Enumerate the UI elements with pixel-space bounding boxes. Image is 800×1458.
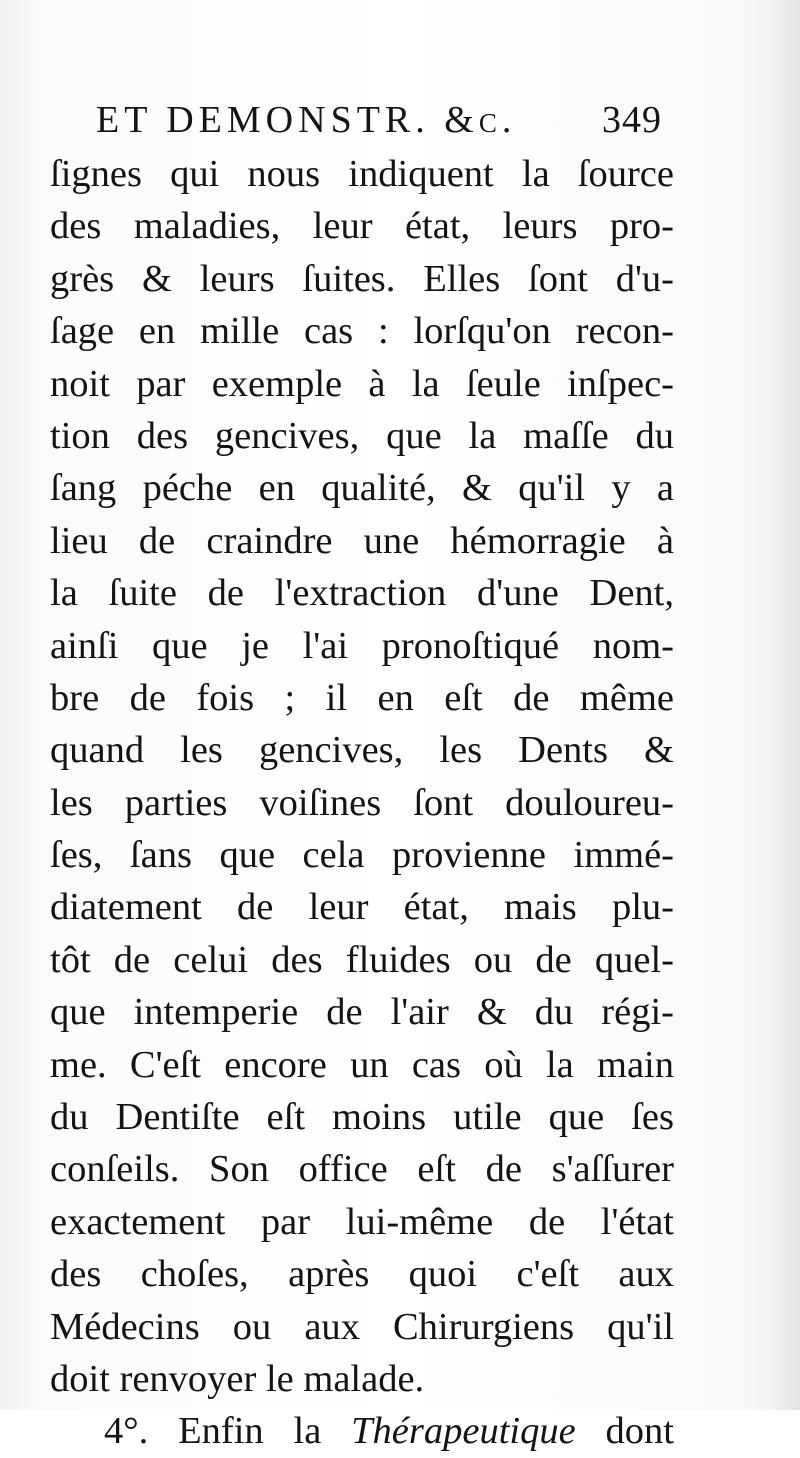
text-line: conſeils. Son office eſt de s'aſſurer <box>50 1148 674 1191</box>
text-line: ſignes qui nous indiquent la ſource <box>50 153 674 195</box>
text-line: lieu de craindre une hémorragie à <box>50 519 674 562</box>
text-line: quand les gencives, les Dents & <box>50 729 674 772</box>
text-line: des choſes, après quoi c'eſt aux <box>50 1253 674 1296</box>
text-line: tion des gencives, que la maſſe du <box>50 414 674 457</box>
text-line: Médecins ou aux Chirurgiens qu'il <box>50 1305 674 1348</box>
page-edge-shadow <box>770 0 800 1410</box>
text-line: du Dentiſte eſt moins utile que ſes <box>50 1096 674 1139</box>
line-end-word: dont <box>575 1410 674 1453</box>
paragraph-number: 4°. Enfin la <box>104 1410 352 1453</box>
body-text <box>50 148 674 1458</box>
text-line: tôt de celui des fluides ou de quel- <box>50 938 674 981</box>
text-line: les parties voiſines ſont douloureu- <box>50 781 674 824</box>
text-line: ſang péche en qualité, & qu'il y a <box>50 467 674 510</box>
text-line: que intemperie de l'air & du régi- <box>50 991 674 1034</box>
text-line: des maladies, leur état, leurs pro- <box>50 205 674 248</box>
text-line: grès & leurs ſuites. Elles ſont d'u- <box>50 257 674 300</box>
text-line: bre de fois ; il en eſt de même <box>50 676 674 719</box>
text-line: diatement de leur état, mais plu- <box>50 886 674 929</box>
text-line: ainſi que je l'ai pronoſtiqué nom- <box>50 624 674 667</box>
running-head-title: ET DEMONSTR. &c. <box>96 99 517 141</box>
paragraph-start-line <box>50 1405 674 1457</box>
text-line: noit par exemple à la ſeule inſpec- <box>50 362 674 405</box>
text-line: ſes, ſans que cela provienne immé- <box>50 834 674 877</box>
text-line: me. C'eſt encore un cas où la main <box>50 1043 674 1086</box>
running-head <box>96 92 662 148</box>
text-line: la ſuite de l'extraction d'une Dent, <box>50 572 674 615</box>
text-line: exactement par lui-même de l'état <box>50 1200 674 1243</box>
text-line: ſage en mille cas : lorſqu'on recon- <box>50 310 674 353</box>
page-number: 349 <box>602 99 662 141</box>
italic-term: Thérapeutique <box>351 1410 576 1453</box>
text-line: doit renvoyer le malade. <box>50 1357 425 1400</box>
